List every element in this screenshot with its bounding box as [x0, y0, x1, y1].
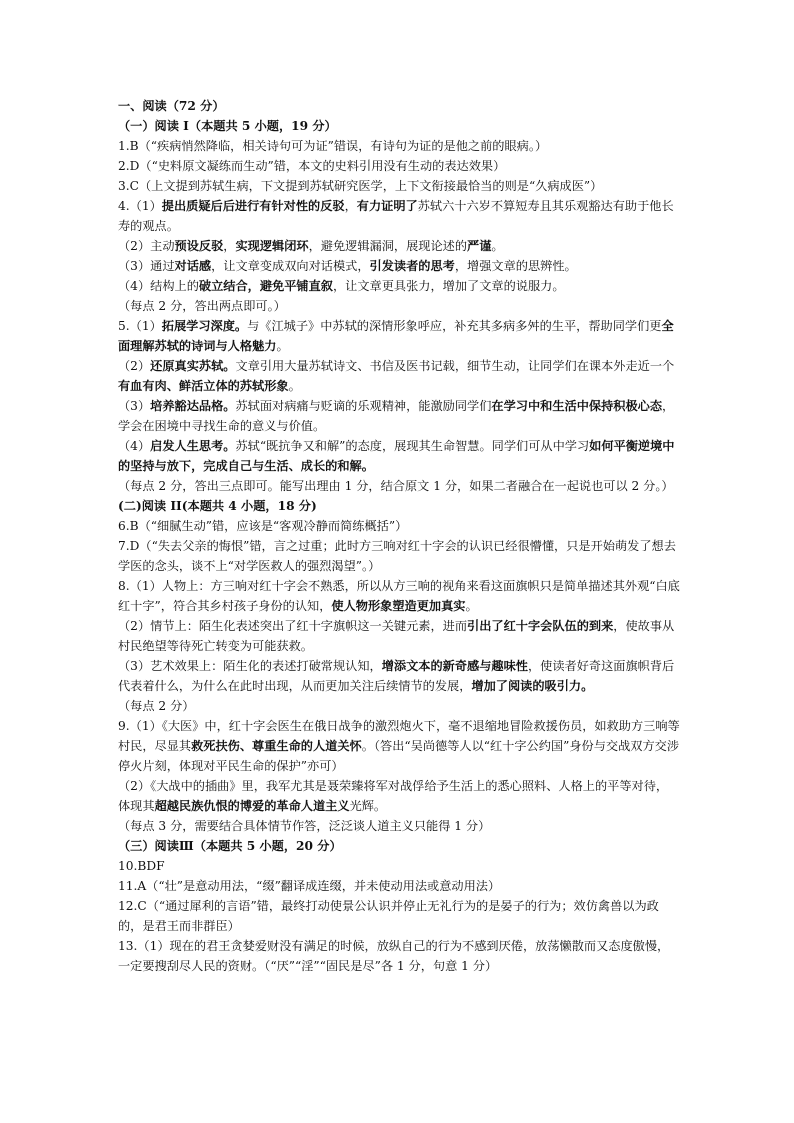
subsection-title-3: （三）阅读Ⅲ（本题共 5 小题，20 分） [118, 839, 342, 853]
answer-5-point-2: （2）还原真实苏轼。文章引用大量苏轼诗文、书信及医书记载，细节生动，让同学们在课本外走近一个有血有肉、鲜活立体的苏轼形象。 [118, 359, 675, 393]
subsection-title-1: （一）阅读 I（本题共 5 小题，19 分） [118, 119, 337, 133]
answer-5-point-4: （4）启发人生思考。苏轼“既抗争又和解”的态度，展现其生命智慧。同学们可从中学习如何平衡逆境中的坚持与放下，完成自己与生活、成长的和解。 [118, 439, 675, 473]
answer-9-point-2: （2）《大战中的插曲》里，我军尤其是聂荣臻将军对战俘给予生活上的悉心照料、人格上的平等对待，体现其超越民族仇恨的博爱的革命人道主义光辉。 [118, 779, 669, 813]
answer-4-point-2: （2）主动预设反驳，实现逻辑闭环，避免逻辑漏洞，展现论述的严谨。 [118, 239, 504, 253]
answer-key-document [118, 96, 680, 976]
answer-3: 3.C（上文提到苏轼生病，下文提到苏轼研究医学，上下文衔接最恰当的则是“久病成医”） [118, 179, 603, 193]
scoring-note-5: （每点 2 分，答出三点即可。能写出理由 1 分，结合原文 1 分，如果二者融合在一起说也可以 2 分。） [118, 479, 674, 493]
answer-7: 7.D（“失去父亲的悔恨”错，言之过重；此时方三响对红十字会的认识已经很懵懂，只是开始萌发了想去学医的念头，谈不上“对学医救人的强烈渴望”。） [118, 539, 676, 573]
answer-4-point-3: （3）通过对话感，让文章变成双向对话模式，引发读者的思考，增强文章的思辨性。 [118, 259, 577, 273]
answer-9-point-1: 9.（1）《大医》中，红十字会医生在俄日战争的激烈炮火下，毫不退缩地冒险救援伤员，如救助方三响等村民，尽显其救死扶伤、尊重生命的人道关怀。（答出“吴尚德等人以“红十字公约国”身份与交战双方交涉停火片刻，体现对平民生命的保护”亦可） [118, 719, 680, 773]
scoring-note-8: （每点 2 分） [118, 699, 195, 713]
answer-5-point-3: （3）培养豁达品格。苏轼面对病痛与贬谪的乐观精神，能激励同学们在学习中和生活中保持积极心态，学会在困境中寻找生命的意义与价值。 [118, 399, 675, 433]
answer-1: 1.B（“疾病悄然降临，相关诗句可为证”错误，有诗句为证的是他之前的眼病。） [118, 139, 548, 153]
answer-10: 10.BDF [118, 859, 165, 873]
answer-4-point-1: 4.（1）提出质疑后后进行有针对性的反驳，有力证明了苏轼六十六岁不算短寿且其乐观豁达有助于他长寿的观点。 [118, 199, 674, 233]
answer-6: 6.B（“细腻生动”错，应该是“客观冷静而简练概括”） [118, 519, 408, 533]
answer-8-point-3: （3）艺术效果上：陌生化的表述打破常规认知，增添文本的新奇感与趣味性，使读者好奇这面旗帜背后代表着什么，为什么在此时出现，从而更加关注后续情节的发展，增加了阅读的吸引力。 [118, 659, 675, 693]
answer-11: 11.A（“壮”是意动用法，“缀”翻译成连缀，并未使动用法或意动用法） [118, 879, 501, 893]
answer-2: 2.D（“史料原文凝练而生动”错，本文的史料引用没有生动的表达效果） [118, 159, 506, 173]
answer-8-point-1: 8.（1）人物上：方三响对红十字会不熟悉，所以从方三响的视角来看这面旗帜只是简单描述其外观“白底红十字”，符合其乡村孩子身份的认知，使人物形象塑造更加真实。 [118, 579, 680, 613]
answer-8-point-2: （2）情节上：陌生化表述突出了红十字旗帜这一关键元素，进而引出了红十字会队伍的到来，使故事从村民绝望等待死亡转变为可能获救。 [118, 619, 675, 653]
scoring-note-9: （每点 3 分，需要结合具体情节作答，泛泛谈人道主义只能得 1 分） [118, 819, 491, 833]
subsection-title-2: (二)阅读 II(本题共 4 小题，18 分) [118, 499, 317, 513]
section-heading: 一、阅读（72 分） [118, 99, 225, 113]
answer-13: 13.（1）现在的君王贪婪爱财没有满足的时候，放纵自己的行为不感到厌倦，放荡懒散而又态度傲慢，一定要搜刮尽人民的资财。（“厌”“淫”“固民是尽”各 1 分，句意 1 分） [118, 939, 670, 973]
answer-4-point-4: （4）结构上的破立结合，避免平铺直叙，让文章更具张力，增加了文章的说服力。 [118, 279, 565, 293]
scoring-note-4: （每点 2 分，答出两点即可。） [118, 299, 286, 313]
answer-12: 12.C（“通过犀利的言语”错，最终打动使景公认识并停止无礼行为的是晏子的行为；效仿禽兽以为政的，是君王而非群臣） [118, 899, 659, 933]
answer-5-point-1: 5.（1）拓展学习深度。与《江城子》中苏轼的深情形象呼应，补充其多病多舛的生平，帮助同学们更全面理解苏轼的诗词与人格魅力。 [118, 319, 674, 353]
